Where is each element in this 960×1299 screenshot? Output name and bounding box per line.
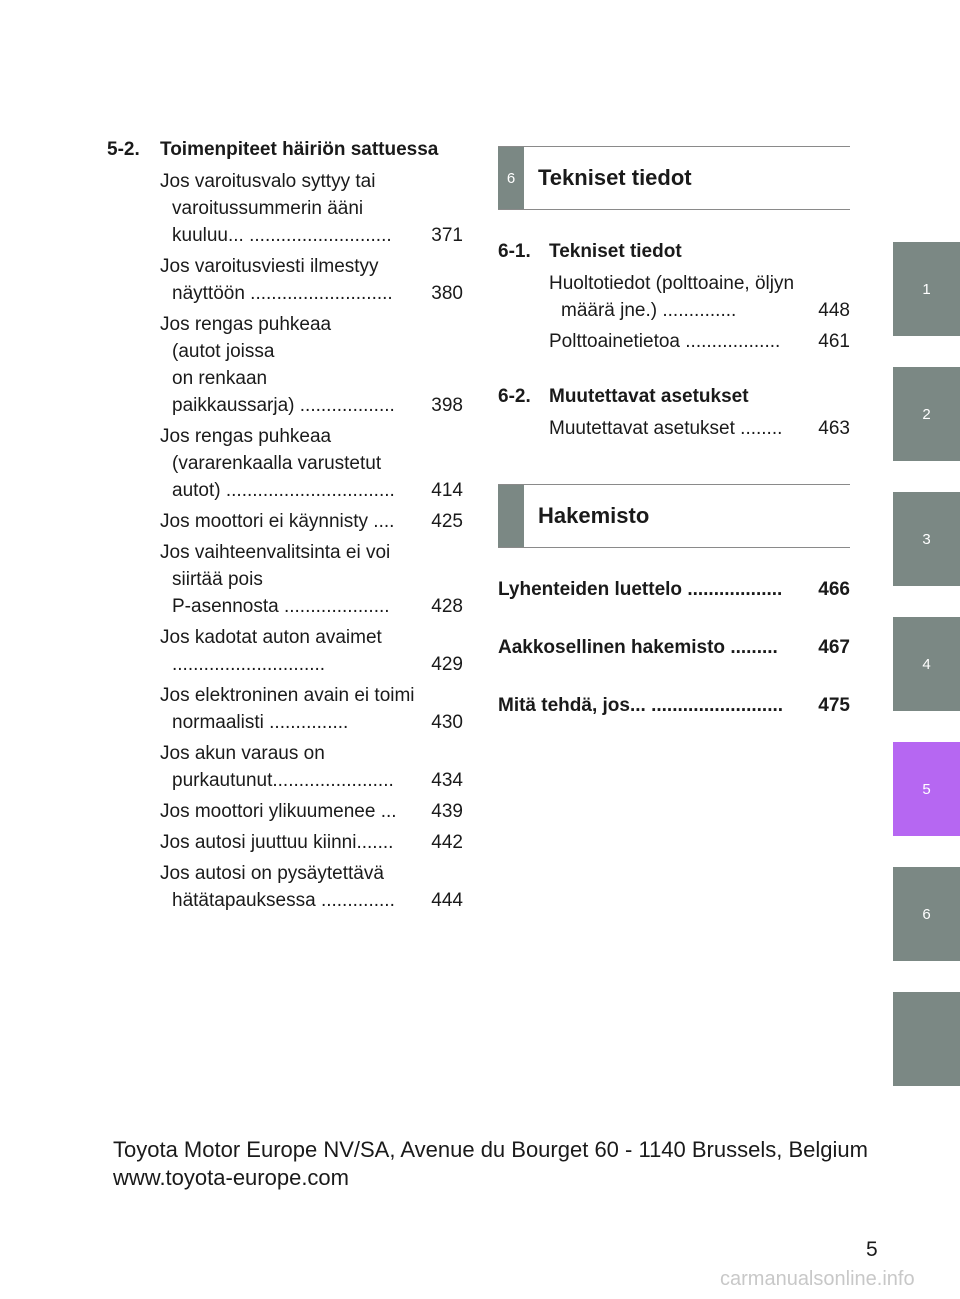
side-tab-index[interactable] bbox=[893, 992, 960, 1086]
section-heading bbox=[107, 136, 463, 164]
page-ref: 475 bbox=[818, 695, 850, 716]
toc-entry[interactable]: Polttoainetietoa .................. 461 bbox=[549, 328, 850, 355]
toc-entry[interactable]: Jos elektroninen avain ei toimi normaalisti ............... 430 bbox=[160, 682, 463, 736]
toc-entry[interactable]: Muutettavat asetukset ........ 463 bbox=[549, 415, 850, 442]
index-item[interactable]: Lyhenteiden luettelo .................. 466 bbox=[498, 576, 850, 604]
toc-entry[interactable]: Jos kadotat auton avaimet ............................. 429 bbox=[160, 624, 463, 678]
section-6-1 bbox=[498, 238, 850, 355]
toc-entry[interactable]: Jos akun varaus on purkautunut....................... 434 bbox=[160, 740, 463, 794]
page-ref: 380 bbox=[431, 283, 463, 304]
page-ref: 467 bbox=[818, 637, 850, 658]
toc-entries bbox=[549, 415, 850, 442]
side-tab-3[interactable]: 3 bbox=[893, 492, 960, 586]
section-title: Muutettavat asetukset bbox=[549, 386, 749, 407]
toc-entry[interactable]: Jos moottori ylikuumenee ... 439 bbox=[160, 798, 463, 825]
chapter-side-tabs bbox=[893, 242, 960, 1117]
page-ref: 466 bbox=[818, 579, 850, 600]
section-heading bbox=[498, 383, 850, 411]
page-ref: 428 bbox=[431, 596, 463, 617]
toc-entry[interactable]: Jos moottori ei käynnisty .... 425 bbox=[160, 508, 463, 535]
page-ref: 414 bbox=[431, 480, 463, 501]
chapter-number-tab: 6 bbox=[498, 147, 524, 209]
footer-address: Toyota Motor Europe NV/SA, Avenue du Bourget 60 - 1140 Brussels, Belgium www.toyota-europe.com bbox=[113, 1137, 868, 1190]
toc-entries bbox=[549, 270, 850, 355]
page-ref: 439 bbox=[431, 801, 463, 822]
watermark: carmanualsonline.info bbox=[720, 1268, 915, 1290]
section-number: 6-1. bbox=[498, 241, 531, 262]
page-ref: 463 bbox=[818, 418, 850, 439]
page-ref: 461 bbox=[818, 331, 850, 352]
index-list bbox=[498, 576, 850, 720]
toc-entry[interactable]: Jos varoitusviesti ilmestyy näyttöön ........................... 380 bbox=[160, 253, 463, 307]
page-ref: 425 bbox=[431, 511, 463, 532]
side-tab-1[interactable]: 1 bbox=[893, 242, 960, 336]
section-6-2 bbox=[498, 383, 850, 442]
toc-entry[interactable]: Jos autosi on pysäytettävä hätätapauksessa .............. 444 bbox=[160, 860, 463, 914]
index-chapter-header[interactable] bbox=[498, 484, 850, 548]
page-ref: 434 bbox=[431, 770, 463, 791]
toc-entries bbox=[160, 168, 463, 914]
page-ref: 444 bbox=[431, 890, 463, 911]
page-ref: 442 bbox=[431, 832, 463, 853]
page-ref: 430 bbox=[431, 712, 463, 733]
chapter-tab-blank bbox=[498, 485, 524, 547]
page-ref: 448 bbox=[818, 300, 850, 321]
side-tab-4[interactable]: 4 bbox=[893, 617, 960, 711]
index-item[interactable]: Mitä tehdä, jos... ......................... 475 bbox=[498, 692, 850, 720]
section-title: Toimenpiteet häiriön sattuessa bbox=[160, 139, 439, 160]
side-tab-2[interactable]: 2 bbox=[893, 367, 960, 461]
section-title: Tekniset tiedot bbox=[549, 241, 682, 262]
index-item[interactable]: Aakkosellinen hakemisto ......... 467 bbox=[498, 634, 850, 662]
chapter-title: Hakemisto bbox=[538, 503, 650, 528]
section-heading bbox=[498, 238, 850, 266]
chapter-6-header[interactable] bbox=[498, 146, 850, 210]
page-ref: 429 bbox=[431, 654, 463, 675]
side-tab-6[interactable]: 6 bbox=[893, 867, 960, 961]
toc-entry[interactable]: Jos vaihteenvalitsinta ei voi siirtää pois P-asennosta .................... 428 bbox=[160, 539, 463, 620]
toc-entry[interactable]: Jos rengas puhkeaa (vararenkaalla varustetut autot) ................................ 414 bbox=[160, 423, 463, 504]
page-ref: 371 bbox=[431, 225, 463, 246]
page-number: 5 bbox=[866, 1238, 878, 1261]
section-number: 6-2. bbox=[498, 386, 531, 407]
chapter-title: Tekniset tiedot bbox=[538, 165, 692, 190]
toc-entry[interactable]: Jos autosi juuttuu kiinni....... 442 bbox=[160, 829, 463, 856]
toc-entry[interactable]: Huoltotiedot (polttoaine, öljyn määrä jne.) .............. 448 bbox=[549, 270, 850, 324]
toc-entry[interactable]: Jos varoitusvalo syttyy tai varoitussummerin ääni kuuluu... ........................... 371 bbox=[160, 168, 463, 249]
side-tab-5-active[interactable]: 5 bbox=[893, 742, 960, 836]
section-5-2 bbox=[107, 136, 463, 918]
toc-entry[interactable]: Jos rengas puhkeaa (autot joissa on renkaan paikkaussarja) .................. 398 bbox=[160, 311, 463, 419]
section-number: 5-2. bbox=[107, 139, 140, 160]
right-column bbox=[498, 146, 850, 750]
page-ref: 398 bbox=[431, 395, 463, 416]
